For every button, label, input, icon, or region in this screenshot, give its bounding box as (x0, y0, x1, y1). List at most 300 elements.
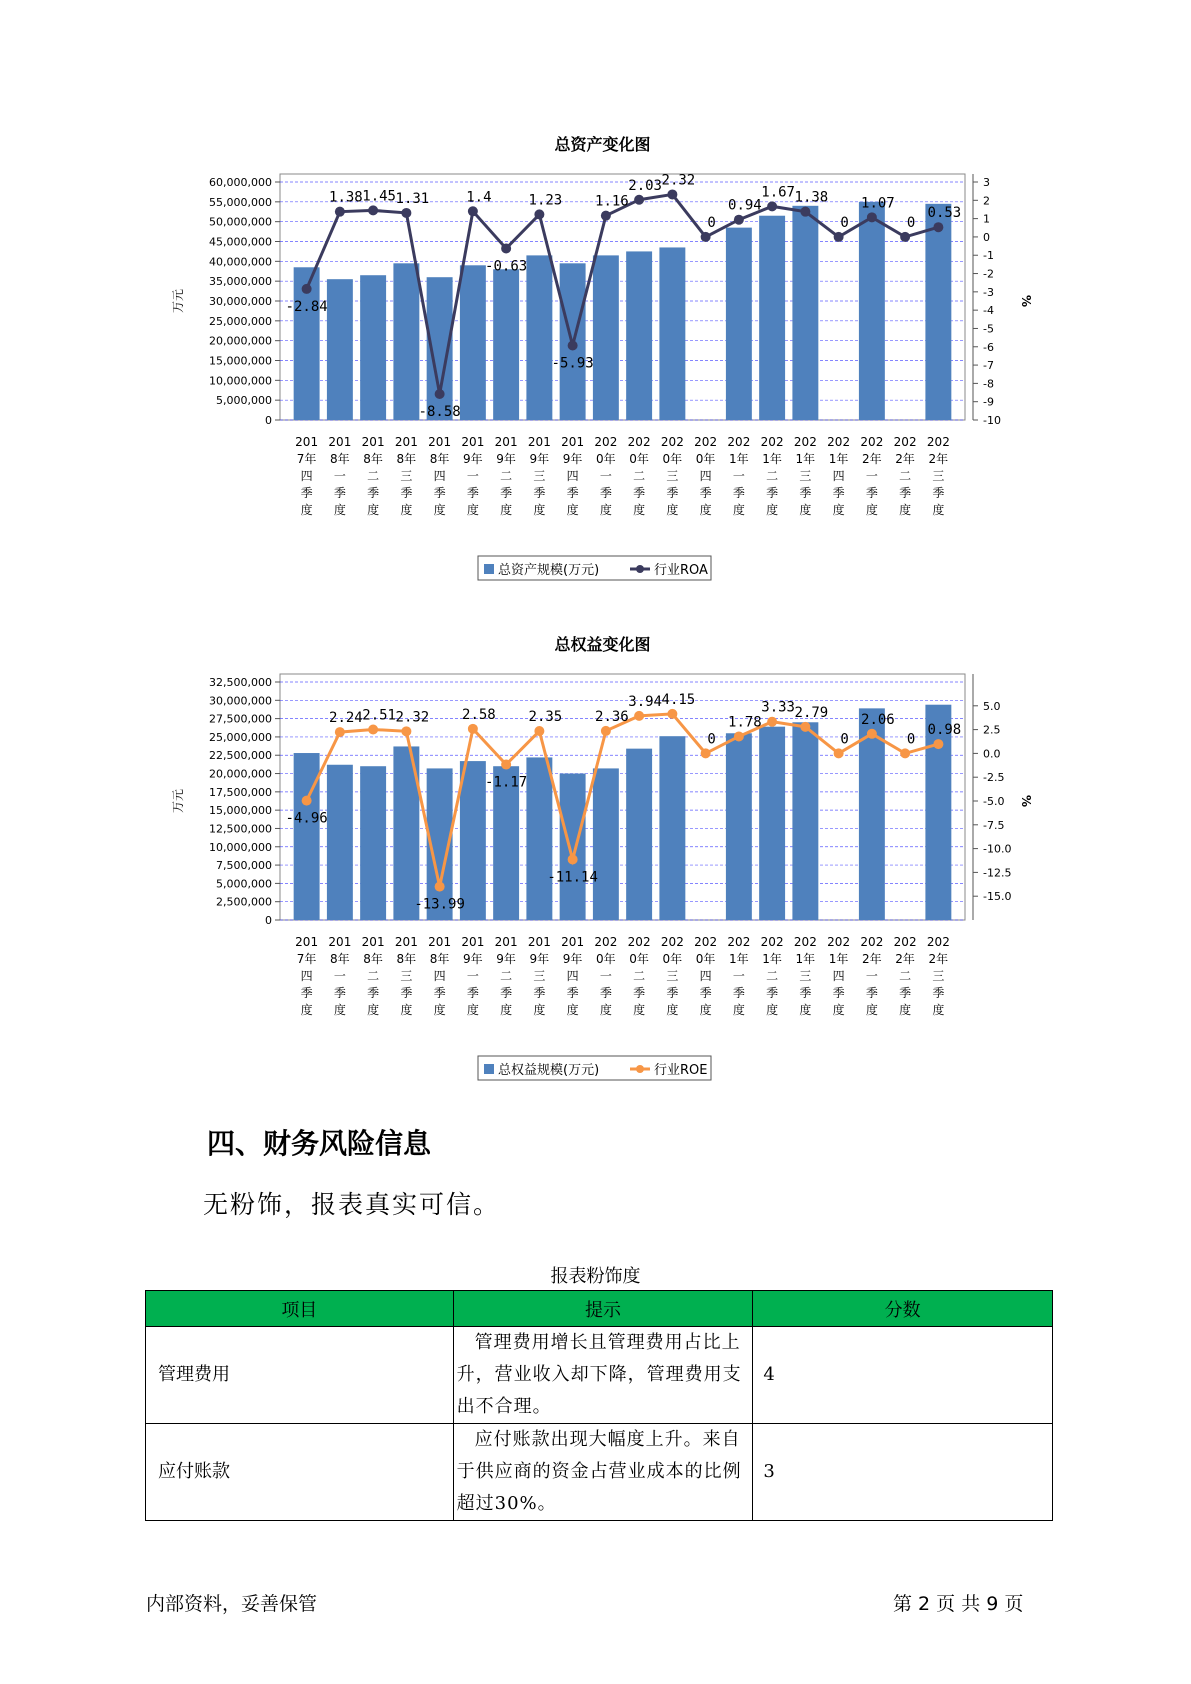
x-tick-label (927, 935, 950, 1017)
row-item: 管理费用 (146, 1327, 454, 1424)
x-tick-text: 季 (799, 486, 812, 500)
data-label: 3.94 (628, 693, 662, 710)
x-tick-text: 度 (899, 503, 912, 517)
x-tick-text: 季 (865, 986, 878, 1000)
data-label: 1.23 (528, 192, 563, 209)
line-point (834, 748, 844, 758)
x-tick-text: 季 (732, 486, 745, 500)
x-tick-text: 季 (832, 986, 845, 1000)
x-tick-label (528, 435, 551, 517)
data-label: 0 (906, 731, 916, 748)
x-tick-text: 度 (400, 1003, 413, 1017)
x-tick-text: 202 (660, 435, 684, 449)
x-tick-text: 三 (666, 469, 679, 483)
x-tick-text: 2年 (928, 952, 949, 966)
line-point (900, 232, 910, 242)
y-tick-label: 40,000,000 (209, 255, 272, 269)
data-label: 4.15 (661, 691, 696, 708)
x-tick-text: 季 (533, 986, 546, 1000)
x-tick-text: 度 (799, 503, 812, 517)
y-tick-label: 25,000,000 (209, 730, 272, 744)
line-point (667, 709, 677, 719)
line-point (501, 760, 511, 770)
x-tick-text: 三 (533, 969, 546, 983)
y2-tick-label: 1 (983, 212, 990, 226)
y2-tick-label: -10.0 (983, 842, 1012, 856)
chart-svg (160, 130, 1060, 610)
x-tick-text: 三 (400, 969, 413, 983)
x-tick-text: 二 (500, 469, 513, 483)
x-tick-text: 度 (699, 503, 712, 517)
x-tick-text: 季 (699, 486, 712, 500)
y-tick-label: 10,000,000 (209, 840, 272, 854)
x-tick-text: 201 (295, 435, 319, 449)
x-tick-label (295, 935, 318, 1017)
x-tick-text: 一 (732, 469, 745, 483)
x-tick-label (561, 435, 584, 517)
x-tick-text: 一 (599, 969, 612, 983)
data-label: 1.78 (728, 714, 762, 731)
row-hint: 应付账款出现大幅度上升。来自于供应商的资金占营业成本的比例超过30%。 (453, 1424, 753, 1521)
x-tick-text: 三 (932, 969, 945, 983)
x-tick-text: 度 (433, 1003, 446, 1017)
line-point (568, 854, 578, 864)
x-tick-text: 三 (799, 469, 812, 483)
x-tick-text: 四 (433, 969, 446, 983)
x-tick-text: 201 (328, 935, 352, 949)
x-tick-text: 一 (466, 969, 479, 983)
x-tick-text: 202 (694, 935, 718, 949)
x-tick-text: 9年 (463, 452, 483, 466)
y-tick-label: 32,500,000 (209, 676, 272, 689)
x-tick-text: 季 (566, 486, 579, 500)
x-tick-label (894, 435, 917, 517)
x-tick-text: 度 (300, 503, 313, 517)
x-tick-text: 201 (428, 935, 452, 949)
line-point (601, 211, 611, 221)
x-tick-text: 二 (500, 969, 513, 983)
bar (526, 757, 552, 920)
x-tick-text: 度 (666, 1003, 679, 1017)
line-point (734, 215, 744, 225)
x-tick-text: 度 (865, 503, 878, 517)
data-label: -1.17 (485, 774, 528, 791)
y2-tick-label: 0.0 (983, 747, 1001, 761)
line-point (667, 189, 677, 199)
x-tick-label (894, 935, 917, 1017)
x-tick-text: 度 (766, 1003, 779, 1017)
data-label: 0 (707, 214, 716, 231)
data-label: 0 (906, 214, 916, 231)
x-tick-text: 度 (732, 503, 745, 517)
x-tick-text: 201 (494, 435, 518, 449)
line-point (501, 243, 511, 253)
x-tick-text: 0年 (695, 952, 716, 966)
x-tick-text: 季 (433, 986, 446, 1000)
x-tick-text: 二 (899, 969, 912, 983)
data-label: 1.4 (466, 189, 492, 206)
y2-axis-label: % (1019, 794, 1033, 808)
x-tick-text: 2年 (895, 952, 915, 966)
y2-tick-label: -4 (983, 304, 994, 318)
x-tick-text: 一 (466, 469, 479, 483)
y2-tick-label: -5.0 (983, 795, 1005, 808)
x-tick-text: 度 (633, 1003, 646, 1017)
bar (726, 228, 752, 420)
x-tick-text: 季 (466, 986, 479, 1000)
x-tick-text: 0年 (695, 452, 716, 466)
header-hint: 提示 (453, 1291, 753, 1327)
data-label: -0.63 (485, 258, 528, 275)
x-tick-text: 度 (832, 1003, 845, 1017)
y2-tick-label: 3 (983, 176, 990, 189)
y-tick-label: 5,000,000 (216, 394, 272, 408)
y-tick-label: 7,500,000 (216, 859, 272, 873)
line-point (568, 340, 578, 350)
x-tick-label (328, 435, 351, 517)
x-tick-label (594, 935, 617, 1017)
x-tick-text: 202 (926, 435, 950, 449)
line-point (867, 212, 877, 222)
y2-tick-label: -6 (983, 340, 994, 354)
x-tick-text: 202 (860, 935, 884, 949)
x-tick-label (362, 935, 385, 1017)
risk-table (145, 1290, 1053, 1521)
x-tick-text: 季 (533, 486, 546, 500)
x-tick-text: 二 (633, 969, 646, 983)
x-tick-text: 202 (727, 935, 751, 949)
bar (759, 727, 785, 920)
data-label: 0.98 (927, 722, 962, 739)
x-tick-text: 季 (633, 486, 646, 500)
chart-svg (160, 630, 1060, 1110)
x-tick-text: 二 (766, 469, 779, 483)
y-tick-label: 17,500,000 (209, 785, 272, 799)
x-tick-text: 8年 (429, 452, 450, 466)
x-tick-text: 202 (760, 935, 784, 949)
data-label: 0.94 (728, 197, 762, 214)
bar (726, 733, 752, 920)
y-tick-label: 27,500,000 (209, 712, 272, 726)
x-tick-text: 1年 (795, 452, 816, 466)
x-tick-label (628, 935, 651, 1017)
x-tick-label (561, 935, 584, 1017)
total-equity-chart (160, 630, 1060, 1110)
line-point (867, 729, 877, 739)
chart-title: 总权益变化图 (554, 635, 651, 654)
data-label: 1.31 (395, 190, 430, 207)
bar (859, 202, 885, 420)
x-tick-text: 季 (666, 986, 679, 1000)
x-tick-text: 季 (367, 986, 380, 1000)
x-tick-text: 0年 (629, 452, 649, 466)
line-point (468, 206, 478, 216)
x-tick-text: 度 (832, 503, 845, 517)
data-label: -11.14 (547, 869, 598, 886)
x-tick-text: 201 (361, 935, 385, 949)
bar (560, 774, 586, 920)
row-score: 3 (753, 1424, 1053, 1521)
data-label: 2.51 (362, 707, 396, 724)
x-tick-text: 度 (466, 503, 479, 517)
legend-line-label: 行业ROA (654, 563, 708, 578)
x-tick-text: 度 (666, 503, 679, 517)
bar (460, 265, 486, 420)
x-tick-text: 三 (932, 469, 945, 483)
x-tick-text: 度 (932, 1003, 945, 1017)
line-point (634, 711, 644, 721)
y2-tick-label: -1 (983, 249, 994, 263)
y2-tick-label: 5.0 (983, 699, 1001, 713)
x-tick-label (328, 935, 351, 1017)
x-tick-text: 度 (400, 503, 413, 517)
x-tick-text: 四 (699, 969, 712, 983)
x-tick-text: 度 (367, 503, 380, 517)
x-tick-text: 201 (561, 935, 585, 949)
x-tick-text: 度 (599, 1003, 612, 1017)
bar (327, 765, 353, 920)
x-tick-text: 1年 (729, 452, 749, 466)
bar (360, 766, 386, 920)
x-tick-text: 1年 (828, 452, 849, 466)
legend-bar-swatch (484, 564, 494, 574)
line-point (335, 727, 345, 737)
x-tick-text: 二 (367, 969, 380, 983)
x-tick-text: 季 (566, 986, 579, 1000)
x-tick-text: 一 (333, 469, 346, 483)
line-point (767, 201, 777, 211)
x-tick-text: 9年 (463, 952, 483, 966)
data-label: 2.35 (528, 709, 563, 726)
x-tick-text: 8年 (330, 952, 350, 966)
x-tick-text: 季 (899, 986, 912, 1000)
x-tick-text: 201 (461, 435, 485, 449)
x-tick-text: 三 (666, 969, 679, 983)
x-tick-text: 一 (732, 969, 745, 983)
x-tick-label (295, 435, 318, 517)
line-point (933, 222, 943, 232)
x-tick-text: 季 (466, 486, 479, 500)
data-label: 2.06 (861, 711, 895, 728)
y-tick-label: 50,000,000 (209, 215, 272, 229)
x-tick-text: 202 (860, 435, 884, 449)
line-point (900, 748, 910, 758)
x-tick-text: 二 (899, 469, 912, 483)
x-tick-label (628, 435, 651, 517)
line-point (435, 882, 445, 892)
line-point (800, 207, 810, 217)
x-tick-text: 202 (760, 435, 784, 449)
data-label: 3.33 (761, 699, 795, 716)
bar (327, 279, 353, 420)
x-tick-text: 季 (766, 486, 779, 500)
data-label: 2.24 (329, 710, 363, 727)
x-tick-text: 度 (799, 1003, 812, 1017)
x-tick-text: 度 (367, 1003, 380, 1017)
x-tick-label (694, 935, 717, 1017)
line-point (534, 209, 544, 219)
x-tick-text: 8年 (330, 452, 350, 466)
data-label: 2.36 (595, 708, 629, 725)
row-hint: 管理费用增长且管理费用占比上升，营业收入却下降，管理费用支出不合理。 (453, 1327, 753, 1424)
legend-bar-swatch (484, 1064, 494, 1074)
x-tick-label (661, 435, 684, 517)
bar (593, 768, 619, 920)
line-point (701, 748, 711, 758)
x-tick-label (794, 435, 817, 517)
line-point (734, 731, 744, 741)
x-tick-text: 202 (793, 935, 817, 949)
x-tick-text: 1年 (729, 952, 749, 966)
x-tick-text: 度 (865, 1003, 878, 1017)
y-tick-label: 5,000,000 (216, 877, 272, 891)
x-tick-label (528, 935, 551, 1017)
x-tick-text: 四 (566, 469, 579, 483)
x-tick-text: 202 (926, 935, 950, 949)
x-tick-label (461, 935, 484, 1017)
data-label: 1.45 (362, 188, 396, 205)
x-tick-text: 8年 (363, 952, 383, 966)
data-label: 2.32 (661, 172, 696, 189)
x-tick-text: 201 (394, 435, 418, 449)
x-tick-text: 202 (827, 435, 851, 449)
x-tick-label (727, 935, 750, 1017)
data-label: 0 (707, 731, 716, 748)
x-tick-text: 1年 (762, 452, 782, 466)
x-tick-text: 四 (433, 469, 446, 483)
y2-axis-label: % (1019, 294, 1033, 308)
x-tick-text: 度 (633, 503, 646, 517)
y2-tick-label: -10 (983, 414, 1001, 427)
page-number: 第 2 页 共 9 页 (893, 1593, 1024, 1615)
x-tick-text: 季 (732, 986, 745, 1000)
x-tick-text: 季 (899, 486, 912, 500)
x-tick-label (594, 435, 617, 517)
data-label: 0 (840, 214, 849, 231)
x-tick-text: 9年 (562, 952, 583, 966)
x-tick-text: 季 (400, 986, 413, 1000)
x-tick-text: 2年 (895, 452, 915, 466)
x-tick-text: 9年 (562, 452, 583, 466)
y2-tick-label: -8 (983, 377, 994, 391)
x-tick-text: 度 (732, 1003, 745, 1017)
y-tick-label: 55,000,000 (209, 195, 272, 209)
x-tick-text: 201 (328, 435, 352, 449)
x-tick-text: 1年 (795, 952, 816, 966)
data-label: -4.96 (285, 810, 328, 827)
y-tick-label: 12,500,000 (209, 822, 272, 836)
x-tick-text: 季 (666, 486, 679, 500)
x-tick-text: 2年 (862, 952, 882, 966)
x-tick-text: 季 (300, 486, 313, 500)
x-tick-text: 度 (300, 1003, 313, 1017)
y-tick-label: 20,000,000 (209, 334, 272, 348)
x-tick-text: 季 (932, 986, 945, 1000)
line-point (701, 232, 711, 242)
x-tick-label (694, 435, 717, 517)
x-tick-text: 季 (633, 986, 646, 1000)
x-tick-text: 202 (660, 935, 684, 949)
x-tick-text: 一 (865, 969, 878, 983)
x-tick-text: 度 (699, 1003, 712, 1017)
x-tick-text: 一 (599, 469, 612, 483)
line-point (634, 195, 644, 205)
y-tick-label: 15,000,000 (209, 804, 272, 818)
x-tick-text: 度 (766, 503, 779, 517)
x-tick-text: 一 (865, 469, 878, 483)
x-tick-text: 1年 (828, 952, 849, 966)
x-tick-text: 2年 (862, 452, 882, 466)
line-point (933, 739, 943, 749)
x-tick-text: 一 (333, 969, 346, 983)
x-tick-text: 202 (827, 935, 851, 949)
line-point (601, 726, 611, 736)
bar (294, 753, 320, 920)
x-tick-label (395, 435, 418, 517)
y2-tick-label: -12.5 (983, 866, 1012, 880)
x-tick-label (794, 935, 817, 1017)
x-tick-text: 二 (633, 469, 646, 483)
x-tick-text: 三 (799, 969, 812, 983)
line-point (435, 389, 445, 399)
y2-tick-label: 2 (983, 194, 990, 208)
x-tick-text: 度 (333, 503, 346, 517)
data-label: 1.38 (794, 189, 829, 206)
data-label: 2.58 (462, 706, 496, 723)
x-tick-text: 季 (865, 486, 878, 500)
bar (659, 247, 685, 420)
x-tick-text: 202 (694, 435, 718, 449)
data-label: -8.58 (418, 404, 461, 421)
legend-line-label: 行业ROE (654, 1063, 708, 1078)
y-axis-label: 万元 (171, 788, 185, 814)
x-tick-text: 度 (500, 1003, 513, 1017)
line-point (368, 205, 378, 215)
x-tick-text: 9年 (496, 452, 516, 466)
x-tick-text: 202 (727, 435, 751, 449)
x-tick-text: 四 (832, 469, 845, 483)
x-tick-text: 0年 (629, 952, 649, 966)
x-tick-text: 二 (367, 469, 380, 483)
chart-title: 总资产变化图 (554, 135, 651, 154)
bar (925, 204, 951, 420)
y-tick-label: 30,000,000 (209, 694, 272, 708)
x-tick-label (761, 435, 784, 517)
x-tick-label (428, 935, 451, 1017)
table-row (146, 1424, 1053, 1521)
x-tick-text: 度 (433, 503, 446, 517)
legend-line-marker (636, 1065, 644, 1073)
x-tick-label (661, 935, 684, 1017)
x-tick-text: 0年 (596, 952, 616, 966)
x-tick-label (727, 435, 750, 517)
x-tick-label (860, 435, 883, 517)
x-tick-label (927, 435, 950, 517)
x-tick-text: 201 (527, 935, 551, 949)
x-tick-label (395, 935, 418, 1017)
x-tick-text: 季 (333, 986, 346, 1000)
x-tick-text: 三 (533, 469, 546, 483)
row-item: 应付账款 (146, 1424, 454, 1521)
y-axis-label: 万元 (171, 288, 185, 314)
x-tick-text: 季 (500, 486, 513, 500)
bar (493, 269, 519, 420)
data-label: 1.16 (595, 193, 629, 210)
y-tick-label: 45,000,000 (209, 235, 272, 249)
data-label: 1.07 (861, 195, 895, 212)
x-tick-text: 9年 (529, 452, 550, 466)
x-tick-text: 8年 (396, 452, 417, 466)
